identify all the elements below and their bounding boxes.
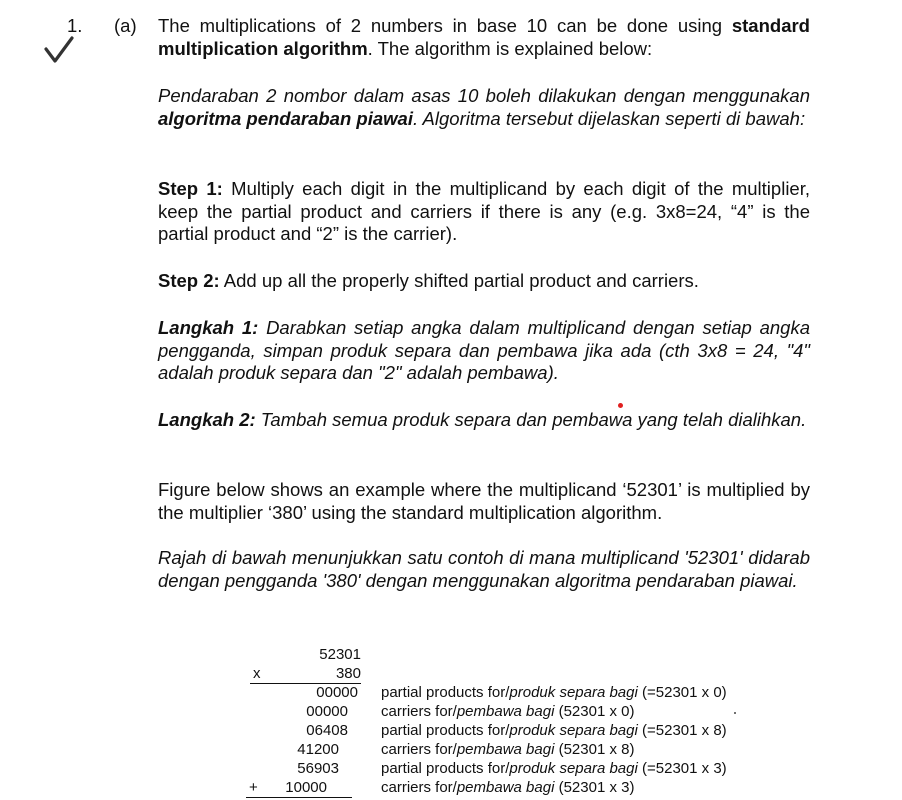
intro-malay: Pendaraban 2 nombor dalam asas 10 boleh dilakukan dengan menggunakan algoritma pendaraban piawai. Algoritma tersebut dijelaskan seperti di bawah: bbox=[158, 85, 810, 129]
checkmark-icon bbox=[44, 36, 74, 64]
intro-english: The multiplications of 2 numbers in base 10 can be done using standard multiplication algorithm. The algorithm is explained below: bbox=[158, 15, 810, 59]
table-row-value: 06408 bbox=[306, 722, 348, 739]
question-part: (a) bbox=[114, 15, 137, 36]
plus-sign: + bbox=[249, 779, 258, 796]
table-row-value: 00000 bbox=[306, 703, 348, 720]
table-row-value: 00000 bbox=[316, 684, 358, 701]
figure-description-malay: Rajah di bawah menunjukkan satu contoh di mana multiplicand '52301' didarab dengan pengganda '380' dengan menggunakan algoritma pendaraban piawai. bbox=[158, 547, 810, 591]
step2-malay: Langkah 2: Tambah semua produk separa dan pembawa yang telah dialihkan. bbox=[158, 409, 807, 430]
table-row-label: partial products for/produk separa bagi (=52301 x 3) bbox=[381, 760, 727, 777]
step1-malay: Langkah 1: Darabkan setiap angka dalam multiplicand dengan setiap angka pengganda, simpan produk separa dan pembawa jika ada (cth 3x8 = 24, "4" adalah produk separa dan "2" adalah pembawa). bbox=[158, 317, 810, 383]
multiplier: 380 bbox=[335, 665, 361, 682]
table-row-label: carriers for/pembawa bagi (52301 x 3) bbox=[381, 779, 635, 796]
step1-english: Step 1: Multiply each digit in the multiplicand by each digit of the multiplier, keep the partial product and carriers if there is any (e.g. 3x8=24, “4” is the partial product and “2” is the carrier). bbox=[158, 178, 810, 244]
table-row-label: partial products for/produk separa bagi (=52301 x 0) bbox=[381, 684, 727, 701]
stray-mark bbox=[734, 712, 736, 714]
question-number: 1. bbox=[67, 15, 83, 36]
table-row-value: 10000 bbox=[285, 779, 327, 796]
table-row-label: carriers for/pembawa bagi (52301 x 8) bbox=[381, 741, 635, 758]
table-row-value: 56903 bbox=[297, 760, 339, 777]
sum-rule bbox=[246, 797, 352, 798]
table-row-label: carriers for/pembawa bagi (52301 x 0) bbox=[381, 703, 635, 720]
multiplicand: 52301 bbox=[319, 646, 361, 663]
red-mark bbox=[618, 403, 623, 408]
table-row-value: 41200 bbox=[297, 741, 339, 758]
figure-description-english: Figure below shows an example where the multiplicand ‘52301’ is multiplied by the multiplier ‘380’ using the standard multiplication algorithm. bbox=[158, 479, 810, 523]
step2-english: Step 2: Add up all the properly shifted partial product and carriers. bbox=[158, 270, 699, 291]
table-row-label: partial products for/produk separa bagi (=52301 x 8) bbox=[381, 722, 727, 739]
times-sign: x bbox=[253, 665, 261, 682]
